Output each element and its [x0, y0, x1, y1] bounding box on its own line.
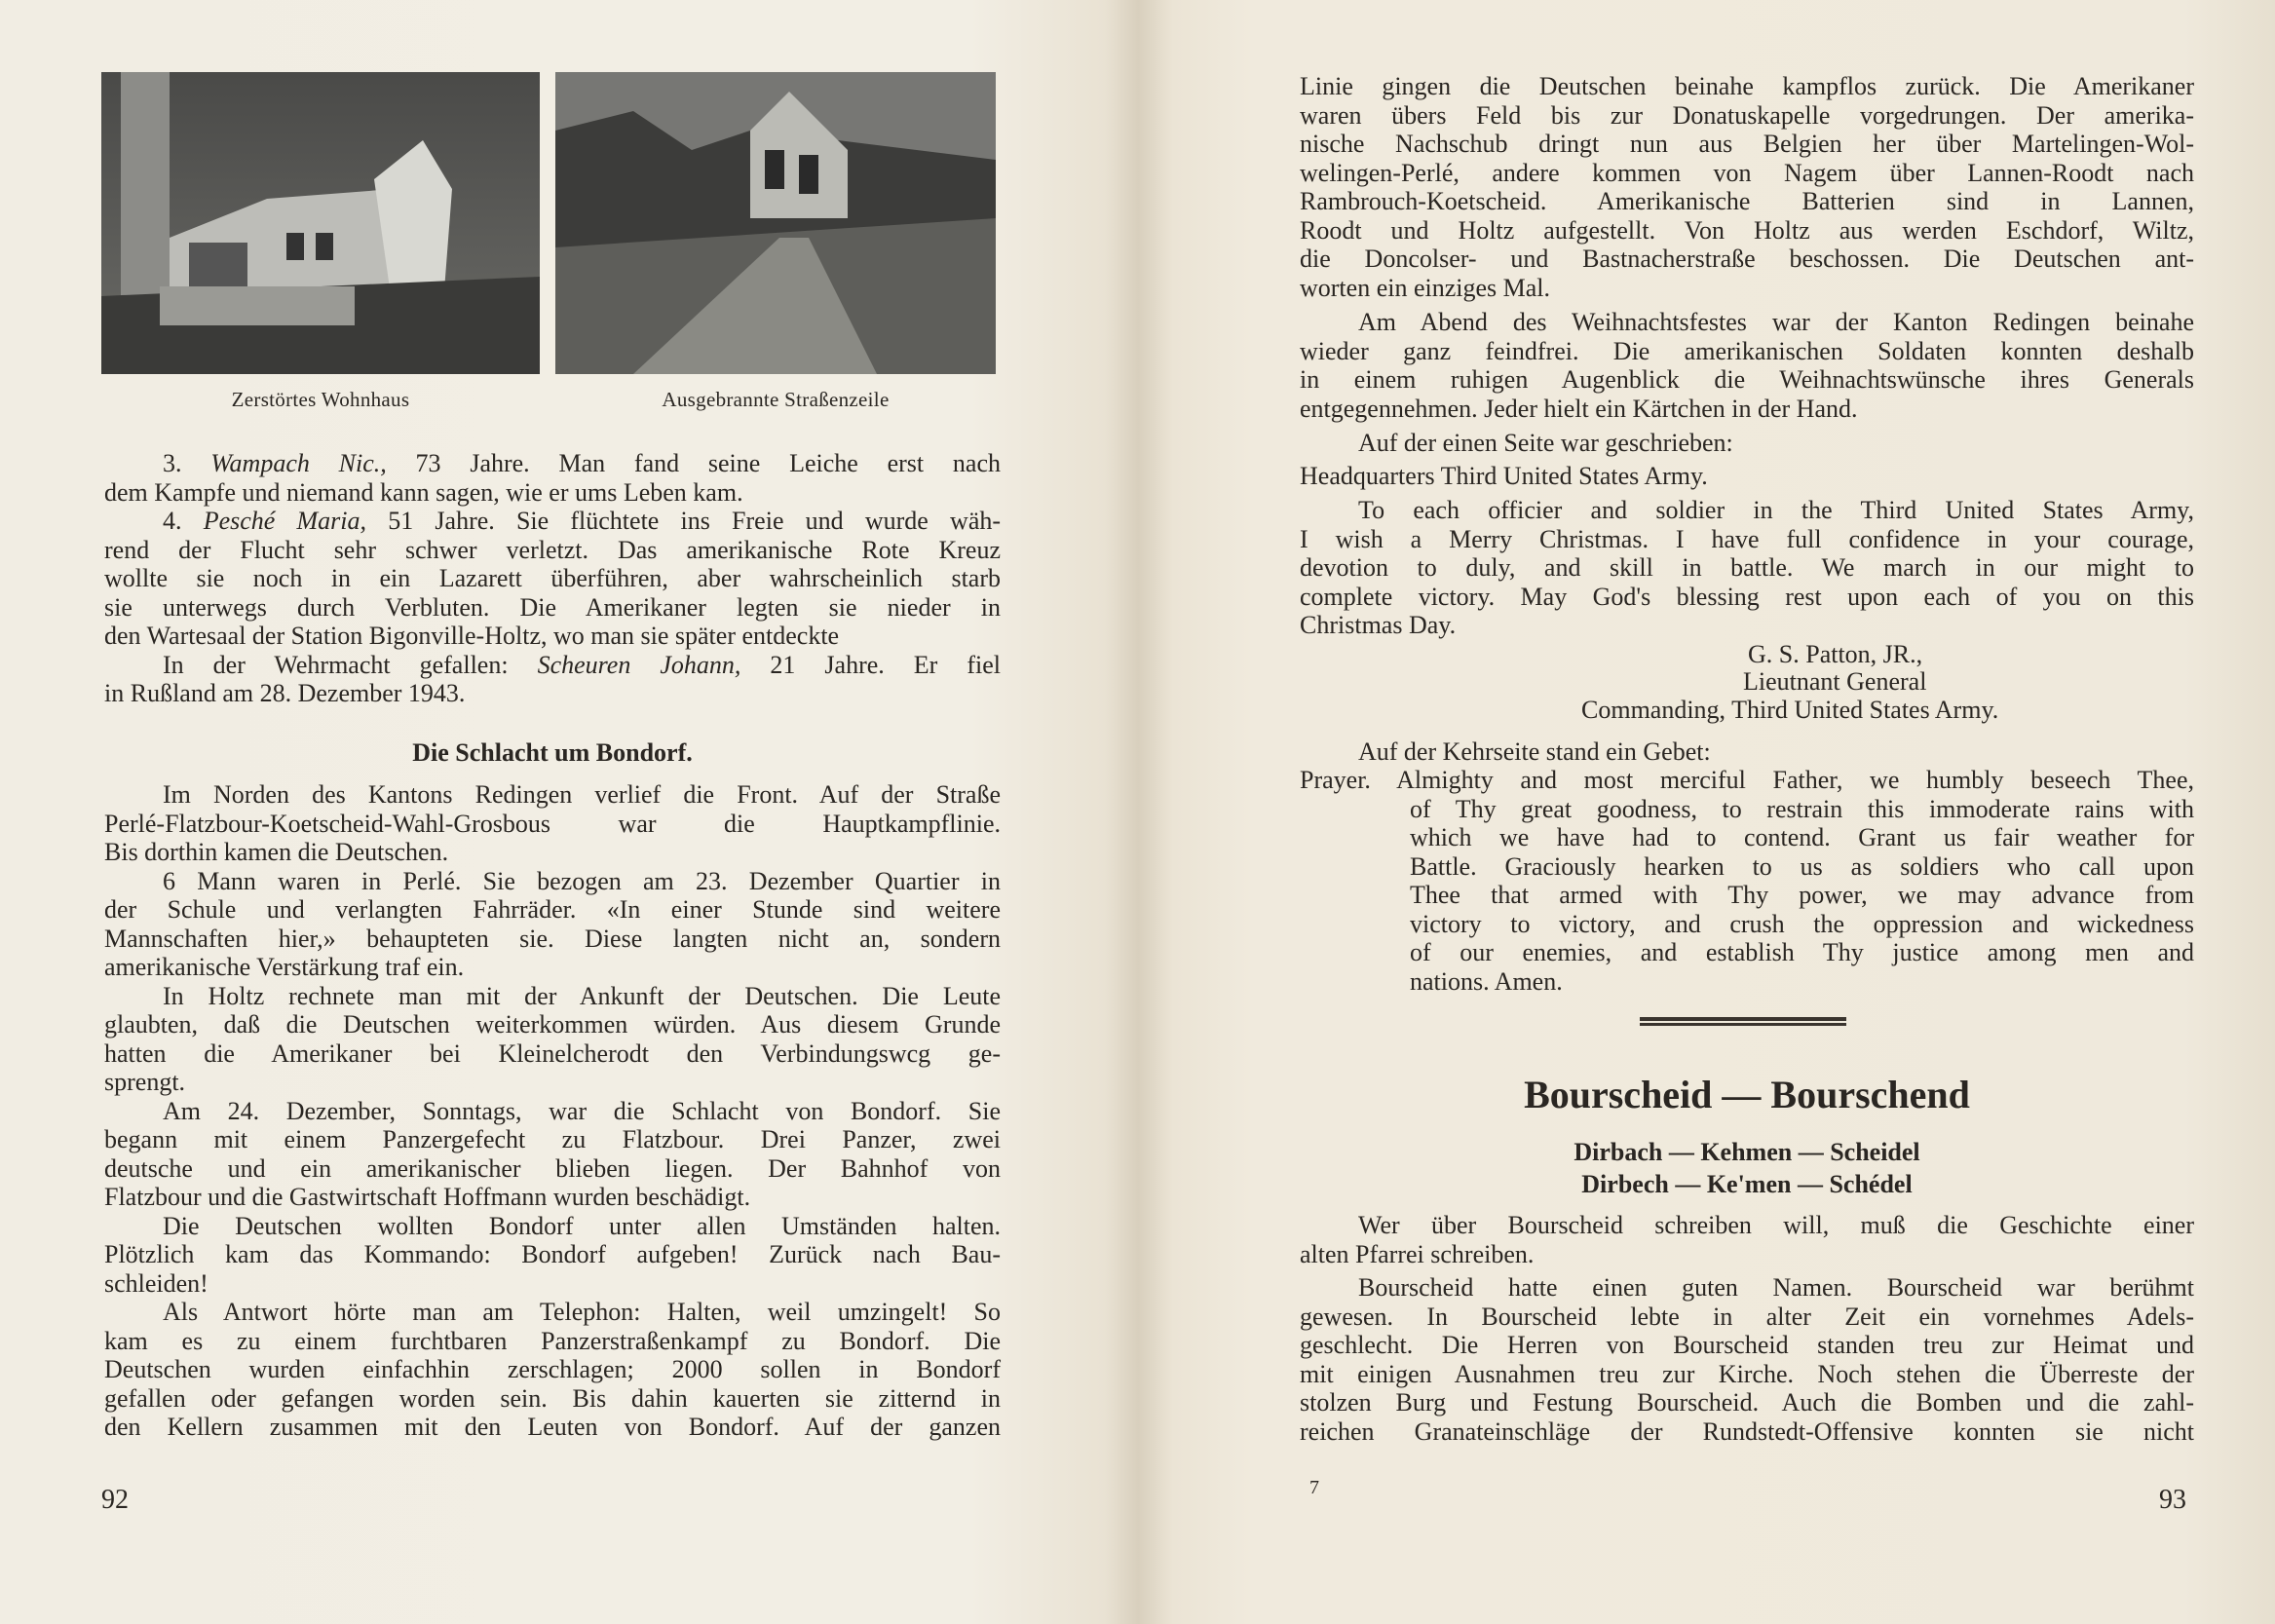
paragraph	[104, 982, 1001, 1097]
prayer-intro: Auf der Kehrseite stand ein Gebet:	[1358, 737, 1711, 766]
paragraph	[104, 651, 1001, 708]
text-line: Bis dorthin kamen die Deutschen.	[104, 838, 449, 866]
text-line: deutsche und ein amerikanischer blieben liegen. Der Bahnhof von	[104, 1153, 1001, 1183]
photo-caption: Zerstörtes Wohnhaus	[231, 388, 410, 411]
paragraph	[104, 507, 1001, 651]
paragraph	[1300, 308, 2194, 423]
text-line: alten Pfarrei schreiben.	[1300, 1239, 1535, 1268]
text-line: wollte sie noch in ein Lazarett überführen, aber wahrscheinlich starb	[104, 564, 1001, 592]
text-line: gefallen oder gefangen worden sein. Bis dahin kauerten sie zitternd in	[104, 1383, 1001, 1413]
text-line: nations. Amen.	[1410, 966, 1563, 996]
paragraph	[104, 867, 1001, 982]
section-heading: Die Schlacht um Bondorf.	[412, 738, 693, 767]
italic-name: Pesché Maria,	[203, 507, 367, 535]
text-line: 4. Pesché Maria, 51 Jahre. Sie flüchtete ins Freie und wurde wäh-	[163, 507, 1002, 535]
chapter-title: Bourscheid — Bourschend	[1524, 1073, 1970, 1116]
paragraph	[104, 780, 1001, 867]
text-block-top	[1300, 72, 2194, 640]
chapter-subtitle: Dirbach — Kehmen — Scheidel	[1574, 1138, 1920, 1166]
page-number: 92	[101, 1485, 129, 1515]
signature-name: G. S. Patton, JR.,	[1748, 640, 1923, 668]
paragraph	[1300, 462, 2194, 491]
text-line: wieder ganz feindfrei. Die amerikanischen Soldaten konnten deshalb	[1300, 336, 2194, 365]
text-line: Als Antwort hörte man am Telephon: Halten, weil umzingelt! So	[163, 1298, 1001, 1326]
text-line: mit einigen Ausnahmen treu zur Kirche. Noch stehen die Überreste der	[1300, 1359, 2194, 1388]
text-line: worten ein einziges Mal.	[1300, 273, 1551, 302]
text-line: I wish a Merry Christmas. I have full confidence in your courage,	[1300, 524, 2194, 553]
text-line: Rambrouch-Koetscheid. Amerikanische Batterien sind in Lannen,	[1300, 187, 2194, 215]
text-line: of Thy great goodness, to restrain this immoderate rains with	[1410, 794, 2194, 823]
text-line: To each officier and soldier in the Third United States Army,	[1358, 496, 2194, 524]
text-line: Deutschen wurden einfachhin zerschlagen; 2000 sollen in Bondorf	[104, 1355, 1001, 1383]
photo-destroyed-house	[101, 72, 540, 374]
text-line: Plötzlich kam das Kommando: Bondorf aufgeben! Zurück nach Bau-	[104, 1240, 1001, 1268]
text-line: nische Nachschub dringt nun aus Belgien her über Martelingen-Wol-	[1300, 130, 2194, 158]
text-line: schleiden!	[104, 1268, 209, 1298]
text-line: glaubten, daß die Deutschen weiterkommen würden. Aus diesem Grunde	[104, 1010, 1001, 1039]
signature-rank: Lieutnant General	[1743, 667, 1927, 696]
text-line: Roodt und Holtz aufgestellt. Von Holtz aus werden Eschdorf, Wiltz,	[1300, 215, 2194, 245]
section-divider	[1640, 1017, 1846, 1026]
text-line: Thee that armed with Thy power, we may advance from	[1410, 881, 2194, 909]
paragraph	[1300, 429, 2194, 458]
text-line: den Kellern zusammen mit den Leuten von Bondorf. Auf der ganzen	[104, 1413, 1001, 1441]
text-line: reichen Granateinschläge der Rundstedt-Offensive konnten sie nicht	[1300, 1416, 2194, 1446]
text-line: complete victory. May God's blessing rest upon each of you on this	[1300, 582, 2194, 611]
text-line: of our enemies, and establish Thy justice among men and	[1410, 938, 2194, 966]
text-line: dem Kampfe und niemand kann sagen, wie er ums Leben kam.	[104, 477, 743, 507]
text-line: Linie gingen die Deutschen beinahe kampflos zurück. Die Amerikaner	[1300, 72, 2194, 100]
signature-block	[1300, 641, 2194, 724]
text-block-bottom	[1300, 1211, 2194, 1446]
text-line: Am Abend des Weihnachtsfestes war der Kanton Redingen beinahe	[1358, 308, 2194, 336]
text-line: rend der Flucht sehr schwer verletzt. Das amerikanische Rote Kreuz	[104, 535, 1001, 564]
text-line: Battle. Graciously hearken to us as soldiers who call upon	[1410, 851, 2194, 881]
text-line: 3. Wampach Nic., 73 Jahre. Man fand seine Leiche erst nach	[163, 449, 1001, 477]
paragraph	[1300, 496, 2194, 640]
text-line: Die Deutschen wollten Bondorf unter allen Umständen halten.	[163, 1211, 1001, 1240]
text-line: victory to victory, and crush the oppression and wickedness	[1410, 909, 2194, 938]
text-line: welingen-Perlé, andere kommen von Nagem über Lannen-Roodt nach	[1300, 158, 2194, 187]
text-line: den Wartesaal der Station Bigonville-Holtz, wo man sie später entdeckte	[104, 622, 840, 650]
text-line: Christmas Day.	[1300, 611, 1457, 639]
paragraph	[1300, 72, 2194, 302]
page-number: 93	[2159, 1485, 2186, 1515]
italic-name: Scheuren Johann,	[537, 650, 741, 679]
text-line: in einem ruhigen Augenblick die Weihnachtswünsche ihres Generals	[1300, 365, 2194, 394]
signature-command: Commanding, Third United States Army.	[1581, 696, 1999, 724]
italic-name: Wampach Nic.,	[210, 449, 387, 477]
text-line: Im Norden des Kantons Redingen verlief die Front. Auf der Straße	[163, 780, 1001, 809]
text-line: stolzen Burg und Festung Bourscheid. Auch die Bomben und die zahl-	[1300, 1388, 2194, 1416]
text-line: geschlecht. Die Herren von Bourscheid standen treu zur Heimat und	[1300, 1331, 2194, 1359]
text-line: Flatzbour und die Gastwirtschaft Hoffmann wurden beschädigt.	[104, 1183, 751, 1211]
text-line: Am 24. Dezember, Sonntags, war die Schlacht von Bondorf. Sie	[163, 1096, 1001, 1125]
text-block-bottom	[104, 780, 1001, 1442]
text-line: gewesen. In Bourscheid lebte in alter Zeit ein vornehmes Adels-	[1300, 1302, 2194, 1331]
paragraph	[1300, 766, 2194, 996]
photo-caption: Ausgebrannte Straßenzeile	[662, 388, 890, 411]
text-line: amerikanische Verstärkung traf ein.	[104, 953, 465, 981]
text-block-top	[104, 449, 1001, 708]
paragraph	[1300, 1211, 2194, 1268]
text-line: Perlé-Flatzbour-Koetscheid-Wahl-Grosbous war die Hauptkampflinie.	[104, 809, 1001, 838]
paragraph	[1300, 1273, 2194, 1446]
text-line: sie unterwegs durch Verbluten. Die Amerikaner legten sie nieder in	[104, 592, 1001, 622]
signature-mark: 7	[1309, 1477, 1319, 1498]
text-line: Mannschaften hier,» behaupteten sie. Diese langten nicht an, sondern	[104, 924, 1001, 953]
photo-burnt-street	[555, 72, 996, 374]
text-line: Bourscheid hatte einen guten Namen. Bourscheid war berühmt	[1358, 1273, 2194, 1302]
text-line: 6 Mann waren in Perlé. Sie bezogen am 23. Dezember Quartier in	[163, 866, 1001, 895]
paragraph	[104, 1298, 1001, 1442]
text-line: sprengt.	[104, 1068, 186, 1096]
paragraph	[104, 449, 1001, 507]
text-line: Auf der einen Seite war geschrieben:	[1358, 429, 1733, 457]
text-line: Prayer. Almighty and most merciful Father, we humbly beseech Thee,	[1300, 766, 2194, 794]
text-line: Wer über Bourscheid schreiben will, muß die Geschichte einer	[1358, 1211, 2194, 1239]
paragraph	[104, 1097, 1001, 1212]
text-line: Headquarters Third United States Army.	[1300, 461, 1708, 490]
paragraph	[104, 1212, 1001, 1299]
chapter-subtitle-dialect: Dirbech — Ke'men — Schédel	[1581, 1170, 1913, 1198]
text-line: kam es zu einem furchtbaren Panzerstraßenkampf zu Bondorf. Die	[104, 1326, 1001, 1355]
text-line: die Doncolser- und Bastnacherstraße beschossen. Die Deutschen ant-	[1300, 245, 2194, 273]
text-line: In Holtz rechnete man mit der Ankunft der Deutschen. Die Leute	[163, 981, 1001, 1010]
text-line: in Rußland am 28. Dezember 1943.	[104, 679, 466, 707]
prayer-block	[1300, 766, 2194, 996]
text-line: entgegennehmen. Jeder hielt ein Kärtchen in der Hand.	[1300, 394, 1858, 423]
text-line: In der Wehrmacht gefallen: Scheuren Johann, 21 Jahre. Er fiel	[163, 650, 1001, 679]
text-line: begann mit einem Panzergefecht zu Flatzbour. Drei Panzer, zwei	[104, 1125, 1001, 1153]
text-line: der Schule und verlangten Fahrräder. «In einer Stunde sind weitere	[104, 895, 1001, 924]
text-line: which we have had to contend. Grant us fair weather for	[1410, 823, 2194, 851]
text-line: hatten die Amerikaner bei Kleinelcherodt den Verbindungswcg ge-	[104, 1039, 1001, 1068]
text-line: waren übers Feld bis zur Donatuskapelle vorgedrungen. Der amerika-	[1300, 100, 2194, 130]
text-line: devotion to duly, and skill in battle. We march in our might to	[1300, 553, 2194, 582]
